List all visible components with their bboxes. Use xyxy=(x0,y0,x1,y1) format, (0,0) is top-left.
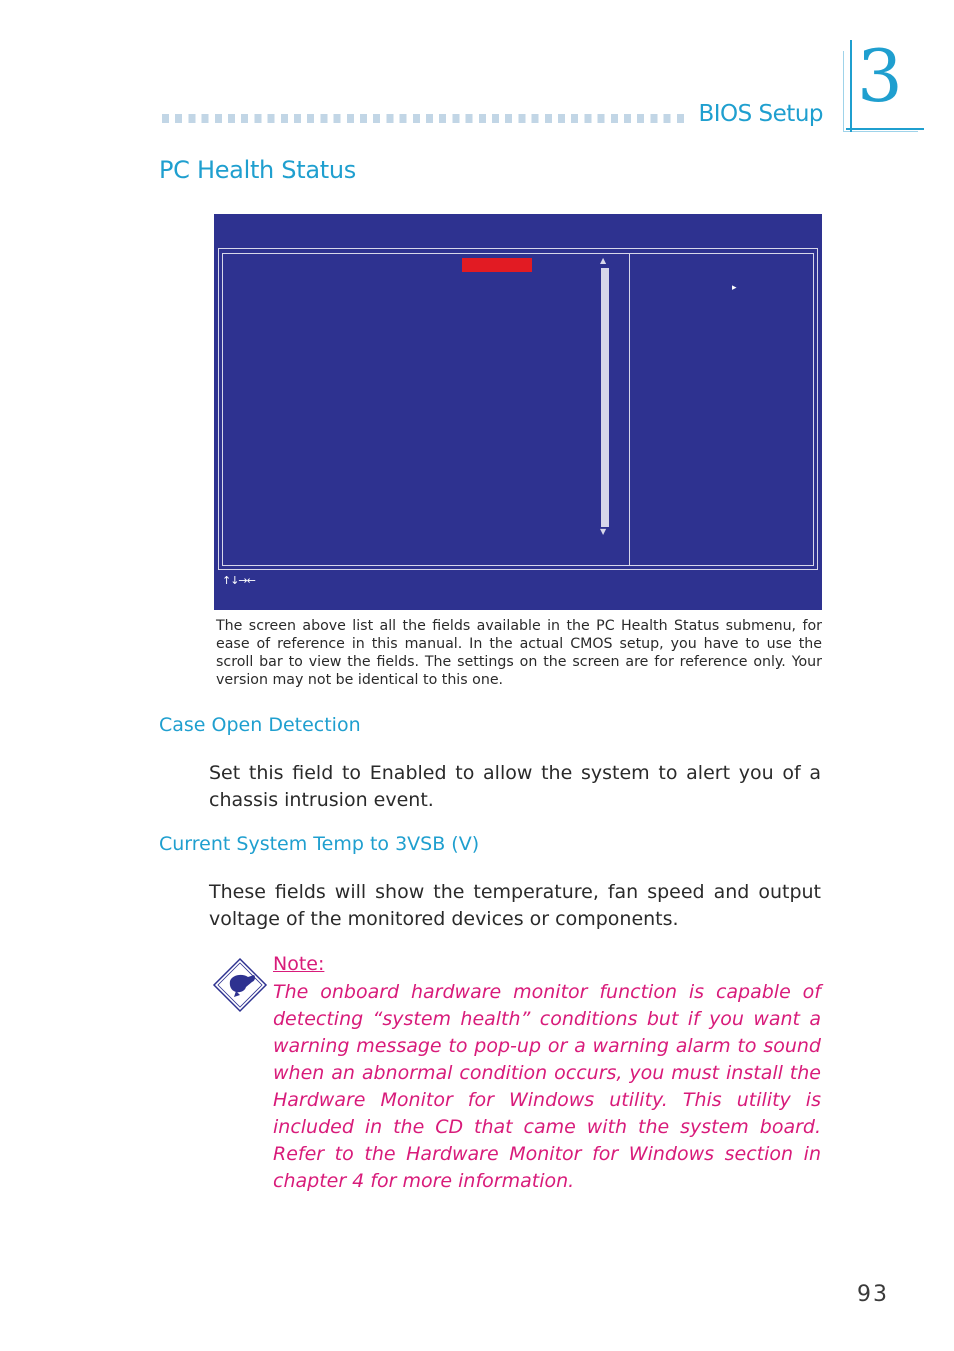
chapter-tab-vertical-rule xyxy=(850,40,852,132)
note-hand-icon xyxy=(212,957,268,1013)
section-heading-system-temp: Current System Temp to 3VSB (V) xyxy=(159,833,480,855)
note-text: The onboard hardware monitor function is capable of detecting “system health” conditions but if you want a warning message to pop-up or a warning alarm to sound when an abnormal condition occurs, you must install the Hardware Monitor for Windows utility. This utility is included in the CD that came with the system board. Refer to the Hardware Monitor for Windows section in chapter 4 for more information. xyxy=(273,981,821,1192)
section-body-system-temp: These fields will show the temperature, fan speed and output voltage of the monitored devices or components. xyxy=(209,881,821,930)
header-section-label: BIOS Setup xyxy=(698,101,823,127)
header-dot-rule xyxy=(162,114,690,123)
screenshot-caption: The screen above list all the fields available in the PC Health Status submenu, for ease of reference in this manual. In the actual CMOS setup, you have to use the scroll bar to view the fields. The settings on the screen are for reference only. Your version may not be identical to this one. xyxy=(216,618,822,688)
bios-scrollbar xyxy=(601,268,609,527)
section-body-case-open: Set this field to Enabled to allow the system to alert you of a chassis intrusion event. xyxy=(209,762,821,811)
note-label: Note: xyxy=(273,953,325,975)
bios-help-panel xyxy=(629,253,814,566)
page-number: 93 xyxy=(857,1282,889,1307)
chapter-tab-horizontal-rule xyxy=(846,128,924,130)
bios-nav-arrows-icon: ↑↓→← xyxy=(222,574,255,587)
scroll-down-arrow-icon: ▼ xyxy=(600,527,607,536)
section-heading-case-open: Case Open Detection xyxy=(159,714,361,736)
bios-settings-panel xyxy=(222,253,630,566)
scroll-up-arrow-icon: ▲ xyxy=(600,256,607,265)
submenu-pointer-icon: ▸ xyxy=(732,283,737,293)
page-title: PC Health Status xyxy=(159,156,356,184)
bios-selected-field xyxy=(462,258,532,272)
chapter-number: 3 xyxy=(857,34,903,118)
